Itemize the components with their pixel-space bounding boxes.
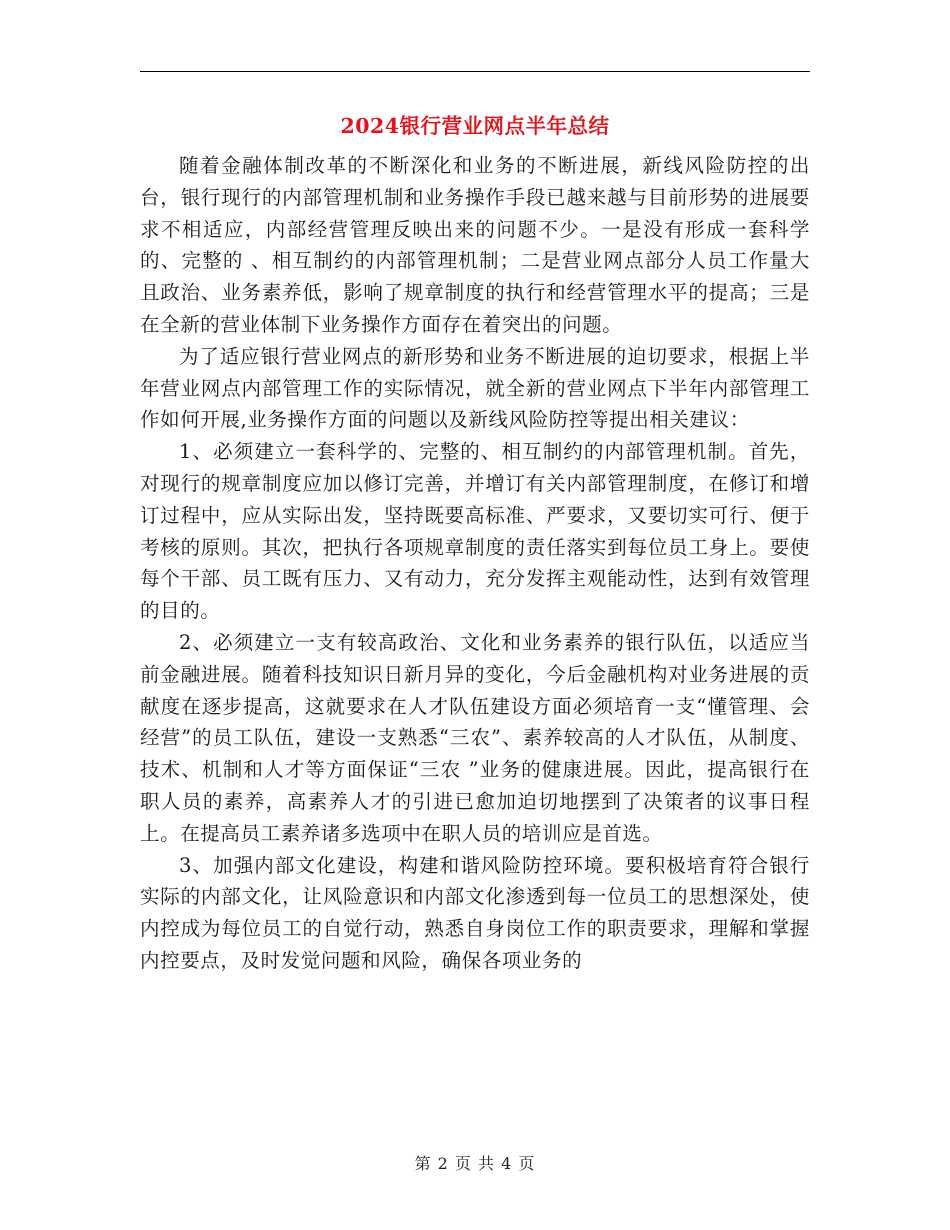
document-body	[140, 150, 810, 977]
header-rule	[140, 71, 810, 72]
document-title: 2024银行营业网点半年总结	[340, 114, 610, 138]
page-number-footer: 第 2 页 共 4 页	[414, 1154, 536, 1173]
paragraph-point-3: 3、加强内部文化建设，构建和谐风险防控环境。要积极培育符合银行实际的内部文化，让风险意识和内部文化渗透到每一位员工的思想深处，使内控成为每位员工的自觉行动，熟悉自身岗位工作的职责要求，理解和掌握内控要点，及时发觉问题和风险，确保各项业务的	[140, 853, 810, 972]
paragraph-intro: 随着金融体制改革的不断深化和业务的不断进展，新线风险防控的出台，银行现行的内部管理机制和业务操作手段已越来越与目前形势的进展要求不相适应，内部经营管理反映出来的问题不少。一是没有形成一套科学的、完整的 、相互制约的内部管理机制；二是营业网点部分人员工作量大且政治、业务素养低，影响了规章制度的执行和经营管理水平的提高；三是在全新的营业体制下业务操作方面存在着突出的问题。	[140, 154, 810, 336]
paragraph-point-2: 2、必须建立一支有较高政治、文化和业务素养的银行队伍，以适应当前金融进展。随着科技知识日新月异的变化，今后金融机构对业务进展的贡献度在逐步提高，这就要求在人才队伍建设方面必须培育一支“懂管理、会经营”的员工队伍，建设一支熟悉“三农”、素养较高的人才队伍，从制度、技术、机制和人才等方面保证“三农 ”业务的健康进展。因此，提高银行在职人员的素养，高素养人才的引进已愈加迫切地摆到了决策者的议事日程上。在提高员工素养诸多选项中在职人员的培训应是首选。	[140, 630, 810, 845]
paragraph-point-1: 1、必须建立一套科学的、完整的、相互制约的内部管理机制。首先，对现行的规章制度应加以修订完善，并增订有关内部管理制度，在修订和增订过程中，应从实际出发，坚持既要高标准、严要求，又要切实可行、便于考核的原则。其次，把执行各项规章制度的责任落实到每位员工身上。要使每个干部、员工既有压力、又有动力，充分发挥主观能动性，达到有效管理的目的。	[140, 440, 810, 623]
paragraph-purpose: 为了适应银行营业网点的新形势和业务不断进展的迫切要求，根据上半年营业网点内部管理工作的实际情况，就全新的营业网点下半年内部管理工作如何开展,业务操作方面的问题以及新线风险防控等提出相关建议：	[140, 344, 810, 432]
